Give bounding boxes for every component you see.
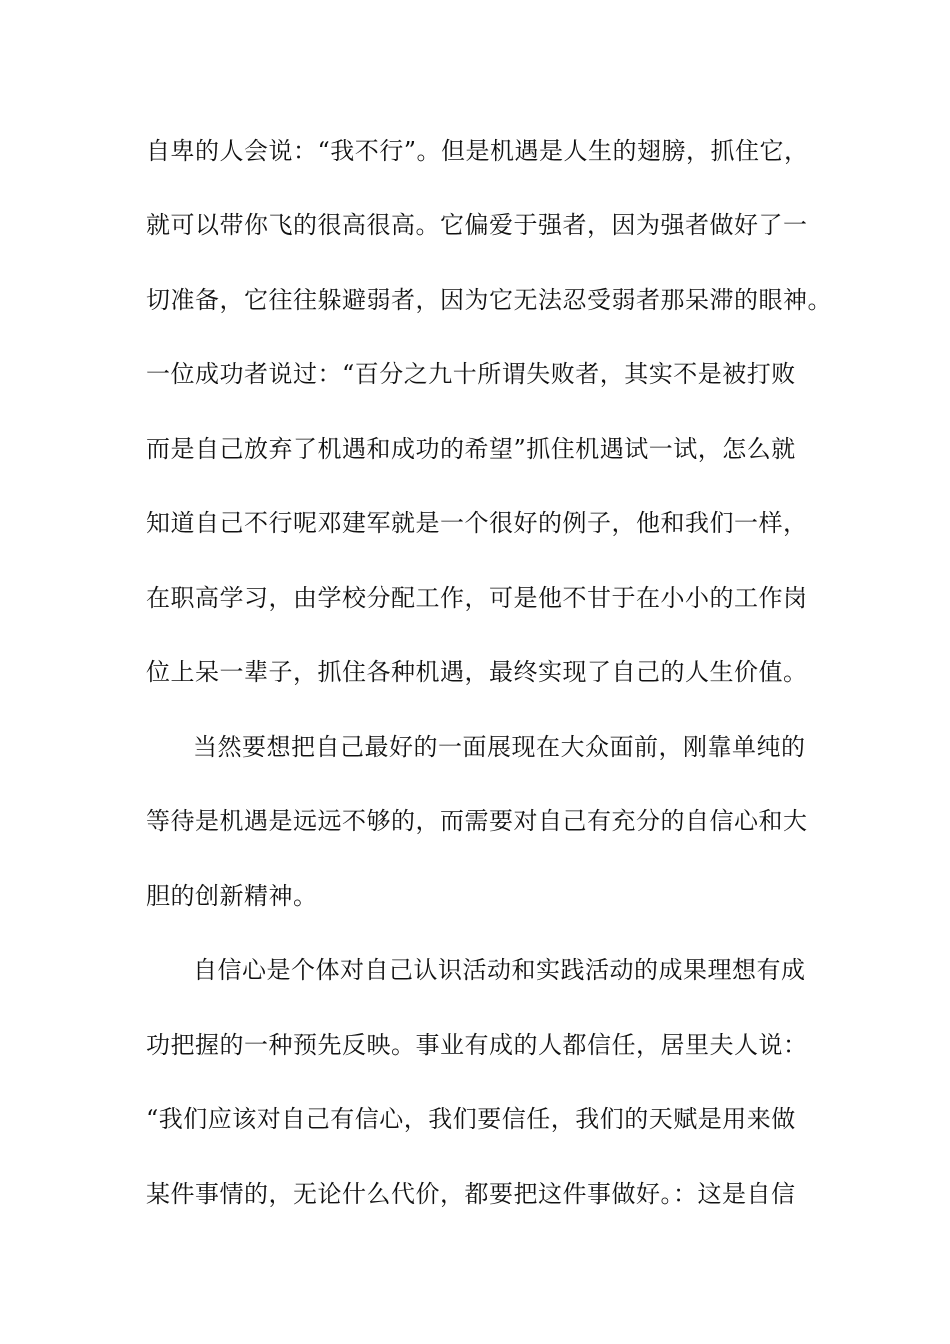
paragraph-first-line: 自信心是个体对自己认识活动和实践活动的成果理想有成 <box>193 956 806 984</box>
text-line: 在职高学习，由学校分配工作，可是他不甘于在小小的工作岗 <box>146 584 808 612</box>
text-line: 切准备，它往往躲避弱者，因为它无法忍受弱者那呆滞的眼神。 <box>146 286 832 314</box>
text-line: 一位成功者说过：“百分之九十所谓失败者，其实不是被打败 <box>146 360 796 388</box>
text-line: 自卑的人会说：“我不行”。但是机遇是人生的翅膀，抓住它， <box>146 137 809 165</box>
text-line: 胆的创新精神。 <box>146 882 318 910</box>
text-line: 位上呆一辈子，抓住各种机遇，最终实现了自己的人生价值。 <box>146 658 808 686</box>
paragraph-first-line: 当然要想把自己最好的一面展现在大众面前，刚靠单纯的 <box>193 733 806 761</box>
text-line: 功把握的一种预先反映。事业有成的人都信任，居里夫人说： <box>146 1031 808 1059</box>
text-line: 等待是机遇是远远不够的，而需要对自己有充分的自信心和大 <box>146 807 808 835</box>
text-line: 就可以带你飞的很高很高。它偏爱于强者，因为强者做好了一 <box>146 211 808 239</box>
text-line: 某件事情的，无论什么代价，都要把这件事做好。：这是自信 <box>146 1180 796 1208</box>
text-line: 知道自己不行呢邓建军就是一个很好的例子，他和我们一样， <box>146 509 808 537</box>
text-line: “我们应该对自己有信心，我们要信任，我们的天赋是用来做 <box>146 1105 796 1133</box>
text-line: 而是自己放弃了机遇和成功的希望”抓住机遇试一试，怎么就 <box>146 435 796 463</box>
